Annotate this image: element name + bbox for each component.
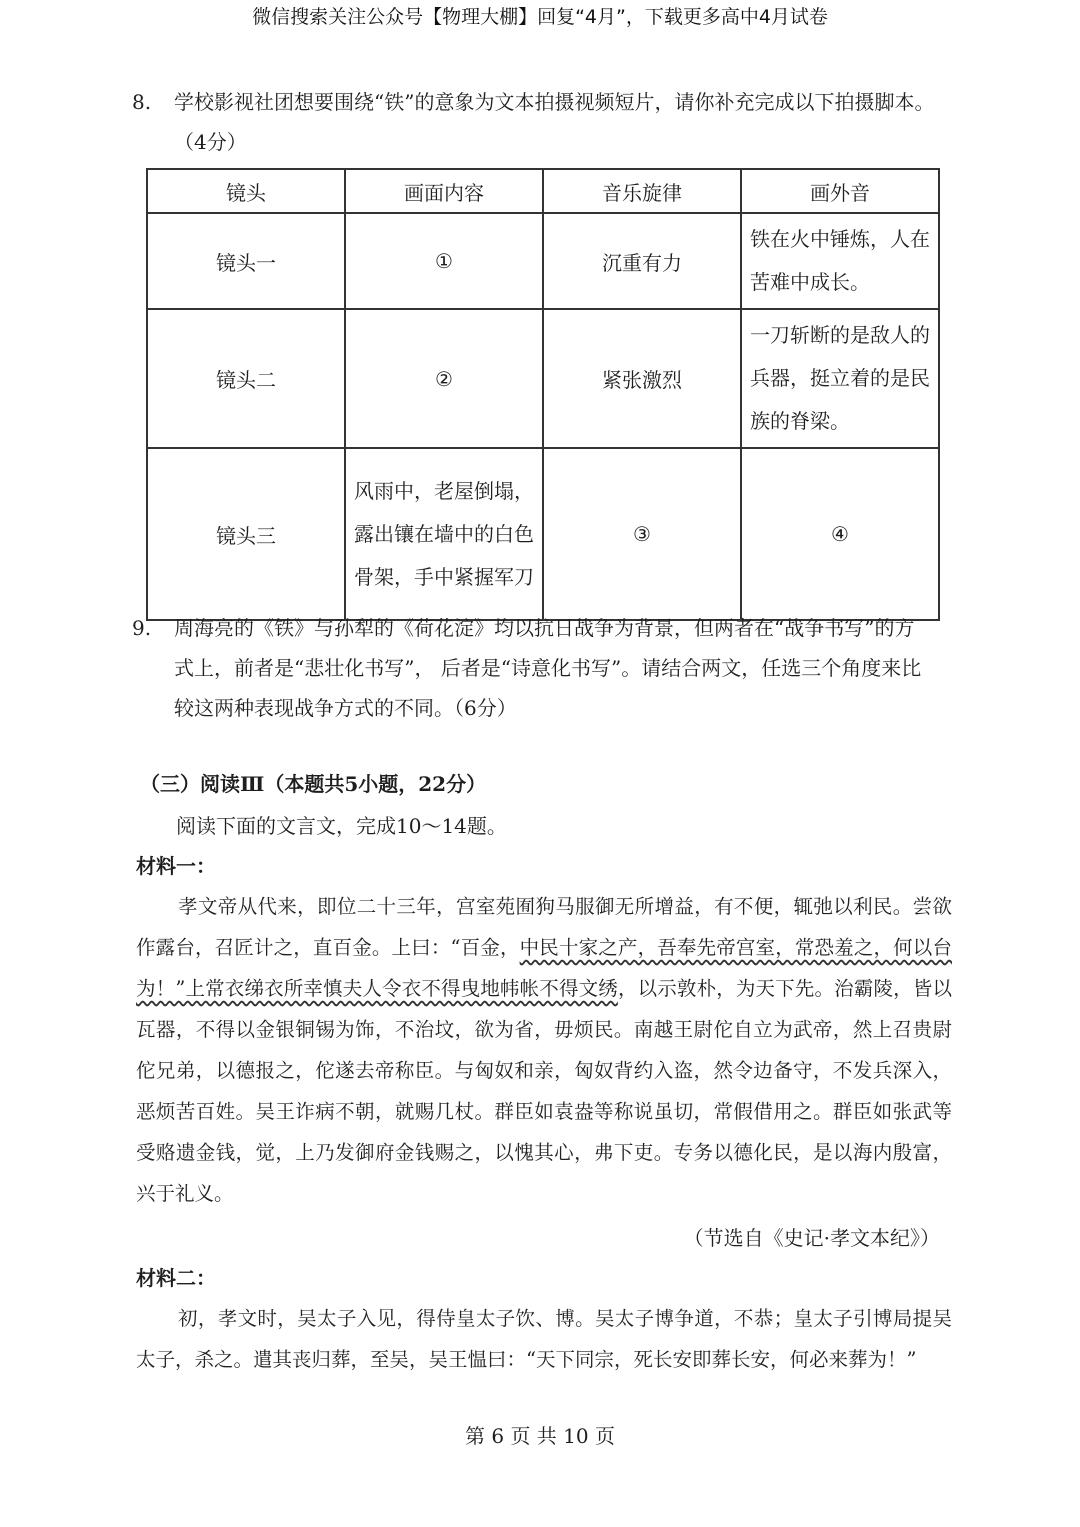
table-cell: 一刀斩断的是敌人的兵器，挺立着的是民族的脊梁。 bbox=[741, 309, 939, 448]
material-2-label: 材料二： bbox=[136, 1266, 216, 1290]
question-8 bbox=[132, 82, 952, 162]
page-footer: 第 6 页 共 10 页 bbox=[465, 1424, 615, 1448]
watermark-banner: 微信搜索关注公众号【物理大棚】回复“4月”，下载更多高中4月试卷 bbox=[252, 6, 828, 28]
table-cell: 镜头一 bbox=[147, 213, 345, 309]
table-cell: ② bbox=[345, 309, 543, 448]
question-number: 9. bbox=[132, 616, 152, 640]
table-row bbox=[147, 309, 939, 448]
table-cell: 铁在火中锤炼，人在苦难中成长。 bbox=[741, 213, 939, 309]
table-cell: 镜头三 bbox=[147, 448, 345, 620]
filming-script-table bbox=[146, 168, 940, 621]
material-1-label: 材料一： bbox=[136, 854, 216, 878]
material-2-passage bbox=[136, 1298, 952, 1380]
table-cell: 风雨中，老屋倒塌，露出镶在墙中的白色骨架，手中紧握军刀 bbox=[345, 448, 543, 620]
table-cell: ③ bbox=[543, 448, 741, 620]
table-cell: ① bbox=[345, 213, 543, 309]
passage-text: ，以示敦朴，为天下先。治霸陵，皆以瓦器，不得以金银铜锡为饰，不治坟，欲为省，毋烦民。南越王尉佗自立为武帝，然上召贵尉佗兄弟，以德报之，佗遂去帝称臣。与匈奴和亲，匈奴背约入盗，然令边备守，不发兵深入，恶烦苦百姓。吴王诈病不朝，就赐几杖。群臣如袁盎等称说虽切，常假借用之。群臣如张武等受赂遗金钱，觉，上乃发御府金钱赐之，以愧其心，弗下吏。专务以德化民，是以海内殷富，兴于礼义。 bbox=[136, 977, 952, 1205]
passage-text: 孝文帝从代来，即位二十三年，宫室苑囿狗马服御无所增益，有不便，辄弛以利民。尝欲作露台，召匠计之，直百金。上曰：“百金， bbox=[136, 895, 952, 959]
section-title: （三）阅读Ⅲ（本题共5小题，22分） bbox=[140, 772, 487, 796]
table-cell: 紧张激烈 bbox=[543, 309, 741, 448]
table-row bbox=[147, 448, 939, 620]
table-row bbox=[147, 213, 939, 309]
material-1-source: （节选自《史记·孝文本纪》） bbox=[683, 1226, 940, 1250]
table-header: 镜头 bbox=[147, 169, 345, 213]
table-header-row bbox=[147, 169, 939, 213]
question-score: （4分） bbox=[174, 130, 247, 154]
question-9 bbox=[132, 608, 952, 728]
table-cell: 镜头二 bbox=[147, 309, 345, 448]
section-instruction: 阅读下面的文言文，完成10～14题。 bbox=[176, 814, 507, 838]
question-text: 较这两种表现战争方式的不同。（6分） bbox=[174, 696, 517, 720]
table-cell: ④ bbox=[741, 448, 939, 620]
question-text: 周海亮的《铁》与孙犁的《荷花淀》均以抗日战争为背景，但两者在“战争书写”的方 bbox=[174, 616, 915, 640]
material-1-passage bbox=[136, 886, 952, 1214]
table-header: 画外音 bbox=[741, 169, 939, 213]
underlined-passage: 中民十家之产，吾奉先帝宫室，常恐羞之，何以台为！”上常衣绨衣所幸慎夫人令衣不得曳地帏帐不得文绣 bbox=[136, 936, 952, 1000]
table-cell: 沉重有力 bbox=[543, 213, 741, 309]
table-header: 音乐旋律 bbox=[543, 169, 741, 213]
question-text: 式上，前者是“悲壮化书写”， 后者是“诗意化书写”。请结合两文，任选三个角度来比 bbox=[174, 656, 922, 680]
question-number: 8. bbox=[132, 90, 152, 114]
question-text: 学校影视社团想要围绕“铁”的意象为文本拍摄视频短片，请你补充完成以下拍摄脚本。 bbox=[174, 90, 935, 114]
table-header: 画面内容 bbox=[345, 169, 543, 213]
passage-text: 初，孝文时，吴太子入见，得侍皇太子饮、博。吴太子博争道，不恭；皇太子引博局提吴太子，杀之。遣其丧归葬，至吴，吴王愠曰：“天下同宗，死长安即葬长安，何必来葬为！” bbox=[136, 1307, 952, 1371]
